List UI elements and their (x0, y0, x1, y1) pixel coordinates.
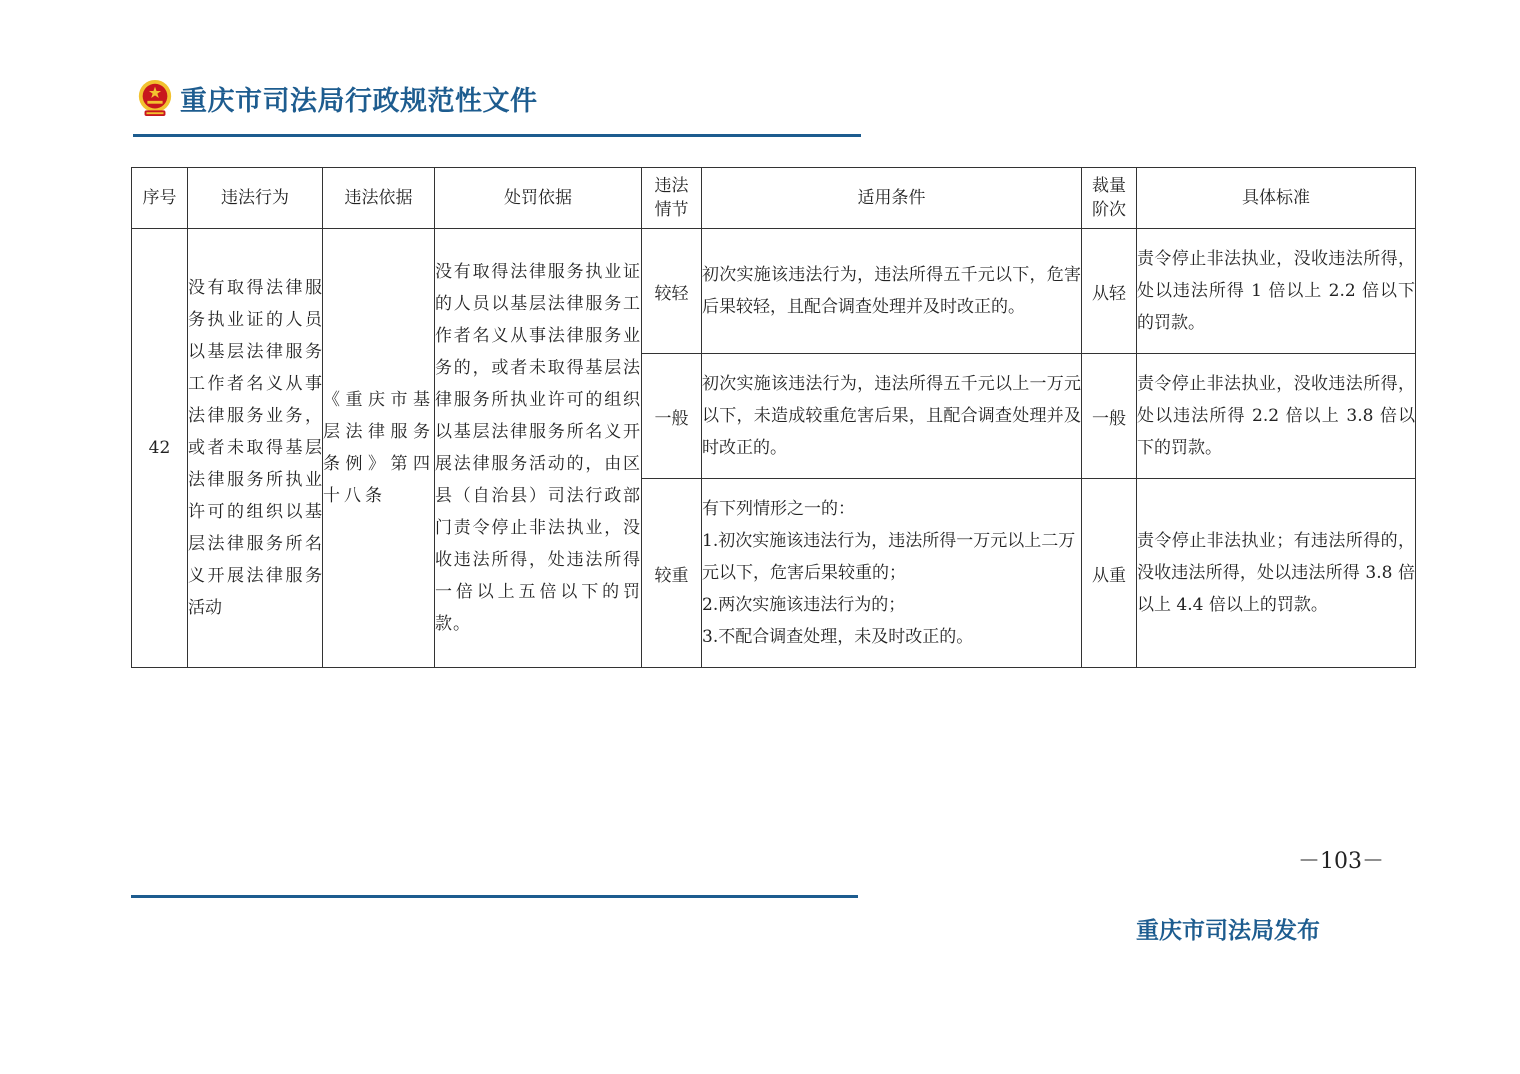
document-header-title: 重庆市司法局行政规范性文件 (180, 85, 538, 117)
condition-cell: 初次实施该违法行为，违法所得五千元以上一万元以下，未造成较重危害后果，且配合调查处理并及时改正的。 (702, 354, 1082, 479)
plot-cell: 较轻 (642, 229, 702, 354)
footer-publisher: 重庆市司法局发布 (1136, 918, 1320, 944)
national-emblem-icon (136, 78, 174, 118)
header-penalty-basis: 处罚依据 (435, 168, 642, 229)
condition-cell: 初次实施该违法行为，违法所得五千元以下，危害后果较轻，且配合调查处理并及时改正的。 (702, 229, 1082, 354)
legal-basis-cell: 《重庆市基层法律服务条例》第四十八条 (323, 229, 435, 668)
condition-cell (702, 479, 1082, 668)
header-level-line1: 裁量 (1092, 176, 1126, 196)
header-plot-line2: 情节 (654, 200, 689, 220)
standard-cell: 责令停止非法执业，没收违法所得，处以违法所得 1 倍以上 2.2 倍以下的罚款。 (1137, 229, 1416, 354)
seq-cell: 42 (132, 229, 188, 668)
condition-intro: 有下列情形之一的： (702, 499, 855, 519)
header-standard: 具体标准 (1137, 168, 1416, 229)
standard-cell: 责令停止非法执业；有违法所得的，没收违法所得，处以违法所得 3.8 倍以上 4.4 倍以上的罚款。 (1137, 479, 1416, 668)
table-header-row (132, 168, 1416, 229)
header-plot-line1: 违法 (654, 176, 689, 196)
standard-cell: 责令停止非法执业，没收违法所得，处以违法所得 2.2 倍以上 3.8 倍以下的罚款。 (1137, 354, 1416, 479)
plot-cell: 一般 (642, 354, 702, 479)
header-level-line2: 阶次 (1092, 200, 1126, 220)
header-seq: 序号 (132, 168, 188, 229)
page-number: －103－ (1298, 849, 1384, 874)
document-header (136, 78, 538, 118)
plot-cell: 较重 (642, 479, 702, 668)
condition-item: 1.初次实施该违法行为，违法所得一万元以上二万元以下，危害后果较重的； (702, 531, 1076, 583)
header-level (1082, 168, 1137, 229)
condition-item: 3.不配合调查处理，未及时改正的。 (702, 627, 974, 647)
header-basis: 违法依据 (323, 168, 435, 229)
header-conditions: 适用条件 (702, 168, 1082, 229)
condition-item: 2.两次实施该违法行为的； (702, 595, 906, 615)
footer-divider (131, 895, 858, 898)
level-cell: 一般 (1082, 354, 1137, 479)
header-act: 违法行为 (188, 168, 323, 229)
penalty-basis-cell: 没有取得法律服务执业证的人员以基层法律服务工作者名义从事法律服务业务的，或者未取得基层法律服务所执业许可的组织以基层法律服务所名义开展法律服务活动的，由区县（自治县）司法行政部门责令停止非法执业，没收违法所得，处违法所得一倍以上五倍以下的罚款。 (435, 229, 642, 668)
level-cell: 从重 (1082, 479, 1137, 668)
penalty-standards-table (131, 167, 1416, 668)
illegal-act-cell: 没有取得法律服务执业证的人员以基层法律服务工作者名义从事法律服务业务，或者未取得基层法律服务所执业许可的组织以基层法律服务所名义开展法律服务活动 (188, 229, 323, 668)
header-divider (133, 134, 861, 137)
level-cell: 从轻 (1082, 229, 1137, 354)
table-row (132, 229, 1416, 354)
header-plot (642, 168, 702, 229)
